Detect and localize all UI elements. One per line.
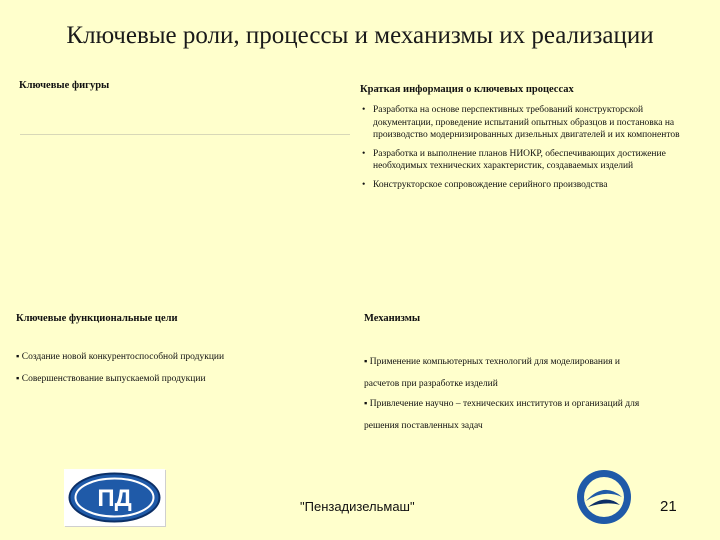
- key-figures-divider: [20, 134, 350, 135]
- list-item: • Разработка на основе перспективных требований конструкторской документации, проведение испытаний опытных образцов и постановка на производство модернизированных дизельных двигателей и их компонентов: [362, 105, 680, 140]
- process-item-1: Разработка на основе перспективных требований конструкторской документации, проведение испытаний опытных образцов и постановка на производство модернизированных дизельных двигателей и их компонентов: [373, 105, 680, 140]
- process-item-3: Конструкторское сопровождение серийного производства: [373, 179, 608, 190]
- circle-logo-icon: [574, 467, 634, 527]
- pd-logo-icon: [64, 469, 165, 526]
- pd-logo-text: ПД: [97, 485, 132, 512]
- mechanism-item-2: ▪ Привлечение научно – технических институтов и организаций для решения поставленных задач: [364, 399, 640, 431]
- process-item-2: Разработка и выполнение планов НИОКР, обеспечивающих достижение необходимых технических характеристик, создаваемых изделий: [373, 148, 666, 171]
- goals-label: Ключевые функциональные цели: [16, 313, 178, 324]
- mechanism-item-1: ▪ Применение компьютерных технологий для моделирования и расчетов при разработке изделий: [364, 357, 620, 389]
- processes-list: [362, 104, 703, 191]
- penzadieselmash-logo: [64, 469, 165, 526]
- right-logo: [574, 467, 634, 527]
- list-item: • Конструкторское сопровождение серийного производства: [362, 179, 608, 190]
- goal-item-2: ▪ Совершенствование выпускаемой продукции: [16, 374, 206, 384]
- list-item: • Разработка и выполнение планов НИОКР, обеспечивающих достижение необходимых технических характеристик, создаваемых изделий: [362, 148, 666, 171]
- footer-company: "Пензадизельмаш": [300, 499, 415, 514]
- mechanisms-label: Механизмы: [364, 313, 421, 324]
- key-figures-label: Ключевые фигуры: [19, 80, 110, 91]
- processes-label: Краткая информация о ключевых процессах: [360, 84, 574, 95]
- page-number: 21: [660, 498, 677, 515]
- slide-title: Ключевые роли, процессы и механизмы их реализации: [66, 22, 654, 49]
- goal-item-1: ▪ Создание новой конкурентоспособной продукции: [16, 352, 225, 362]
